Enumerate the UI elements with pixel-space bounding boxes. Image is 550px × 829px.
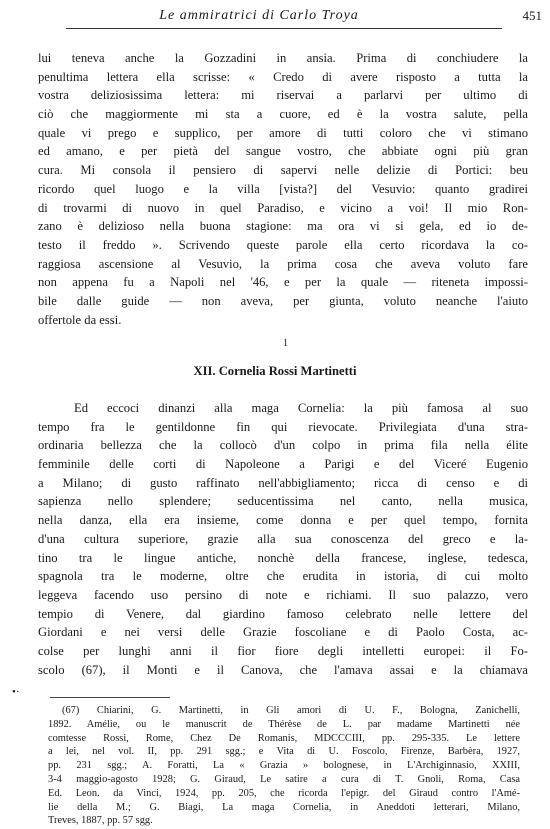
- text-line: scolo (67), il Monti e il Canova, che l'amava assai e la chiamava: [38, 662, 528, 677]
- footnote-line: 1892. Amélie, ou le manuscrit de Thérèse de L. par madame Martinetti née: [48, 718, 520, 730]
- footnote-line: 3-4 maggio-agosto 1928; G. Giraud, Le satire a cura di T. Gnoli, Roma, Casa: [48, 773, 520, 785]
- page-number: 451: [522, 8, 542, 23]
- text-line: ordinaria bellezza che la collocò d'un colpo in prima fila nella élite: [38, 438, 528, 453]
- header-rule: [66, 28, 502, 29]
- body-paragraph-1: [38, 49, 528, 329]
- text-line: Ed eccoci dinanzi alla maga Cornelia: la più famosa al suo: [74, 401, 528, 415]
- text-line: d'una cultura superiore, grazie alla sua conoscenza del greco e la-: [38, 531, 528, 546]
- section-heading: XII. Cornelia Rossi Martinetti: [193, 364, 357, 378]
- footnote-line: lie della M.; G. Biagi, La maga Cornelia, in Aneddoti letterari, Milano,: [48, 801, 520, 813]
- text-line: bile dalle guide — non aveva, per giunta, voluto neanche l'aiuto: [38, 293, 528, 308]
- text-line: ed amano, e per pietà del sangue vostro, che abbiate ogni più gran: [38, 144, 528, 159]
- text-line: tino tra le lingue antiche, nonchè della francese, inglese, tedesca,: [38, 550, 528, 565]
- text-line: non appena fu a Napoli nel '46, e per la quale — riteneta impossi-: [38, 275, 528, 290]
- text-line: raggiosa ascensione al Vesuvio, la prima cosa che aveva voluto fare: [38, 256, 528, 271]
- text-line: vostra deliziosissima lettera: mi riservai a parlarvi per ultimo di: [38, 88, 528, 103]
- text-line: ciò che maggiormente mi sta a cuore, ed è la vostra salute, pella: [38, 107, 528, 122]
- text-line: femminile delle corti di Napoleone a Parigi e del Viceré Eugenio: [38, 457, 528, 472]
- text-line: sapienza nello splendere; seducentissima nel canto, nella musica,: [38, 494, 528, 509]
- text-line: ricordo quel luogo e la villa [vista?] del Vesuvio: quanto gradirei: [38, 181, 528, 196]
- text-line-last: offertole da essi.: [38, 312, 122, 327]
- footnote-line: (67) Chiarini, G. Martinetti, in Gli amori di U. F., Bologna, Zanichelli,: [62, 705, 520, 716]
- text-line: tempio di Venere, dal giardino famoso celebrato nelle lettere del: [38, 606, 528, 621]
- text-line: testo il freddo ». Scrivendo queste parole ella certo ricordava la co-: [38, 237, 528, 252]
- footnote-line: Ed. Leon. da Vinci, 1924, pp. 205, che ricorda l'epigr. del Giraud contro l'Amé-: [48, 787, 520, 799]
- footnote-line: a lei, nel vol. II, pp. 291 sgg.; e Vita di U. Foscolo, Firenze, Barbèra, 1927,: [48, 746, 520, 758]
- footnote-line: pp. 231 sgg.; A. Foratti, La « Grazia » bolognese, in L'Archiginnasio, XXIII,: [48, 760, 520, 772]
- footnote-rule: [50, 697, 170, 698]
- text-line: lui teneva anche la Gozzadini in ansia. Prima di conchiudere la: [38, 51, 528, 65]
- text-line: spagnola tra le moderne, oltre che erudita in istoria, di cui molto: [38, 569, 528, 584]
- body-paragraph-2: [38, 399, 528, 679]
- text-line: a Milano; di gusto raffinato nell'abbigliamento; ricca di censo e di: [38, 475, 528, 490]
- text-line: penultima lettera ella scrisse: « Credo di avere risposto a tutta la: [38, 69, 528, 84]
- margin-mark: •·: [12, 686, 20, 698]
- text-line: di trovarmi di nuovo in quel Paradiso, e vicino a voi! Il mio Ron-: [38, 200, 528, 215]
- footnote: [48, 704, 520, 828]
- text-line: Giordani e nei versi delle Grazie foscoliane e di Paolo Costa, ac-: [38, 625, 528, 640]
- text-line: quale vi prego e supplico, per amore di tutti coloro che vi stimano: [38, 125, 528, 140]
- text-line: zano è delizioso nella buona stagione: ma ora vi si gela, ed io de-: [38, 219, 528, 234]
- footnote-line: comtesse Rossi, Rome, Chez De Romanis, MDCCCIII, pp. 295-335. Le lettere: [48, 732, 520, 744]
- footnote-line-last: Treves, 1887, pp. 57 sgg.: [48, 815, 153, 827]
- text-line: nella danza, ella era insieme, come donna e per quel tempo, fornita: [38, 513, 528, 528]
- text-line: tempo fra le gentildonne fin qui rievocate. Privilegiata d'una stra-: [38, 419, 528, 434]
- text-line: cura. Mi consola il pensiero di sapervi nelle delizie di Portici: beu: [38, 163, 528, 178]
- running-header: [36, 4, 542, 30]
- text-line: leggeva facendo uso persino di note e richiami. Il suo palazzo, vero: [38, 587, 528, 602]
- running-title: Le ammiratrici di Carlo Troya: [159, 8, 359, 23]
- text-line: colse per lunghi anni il fior fiore degli intelletti europei: il Fo-: [38, 643, 528, 658]
- separator-mark: 1: [283, 338, 288, 349]
